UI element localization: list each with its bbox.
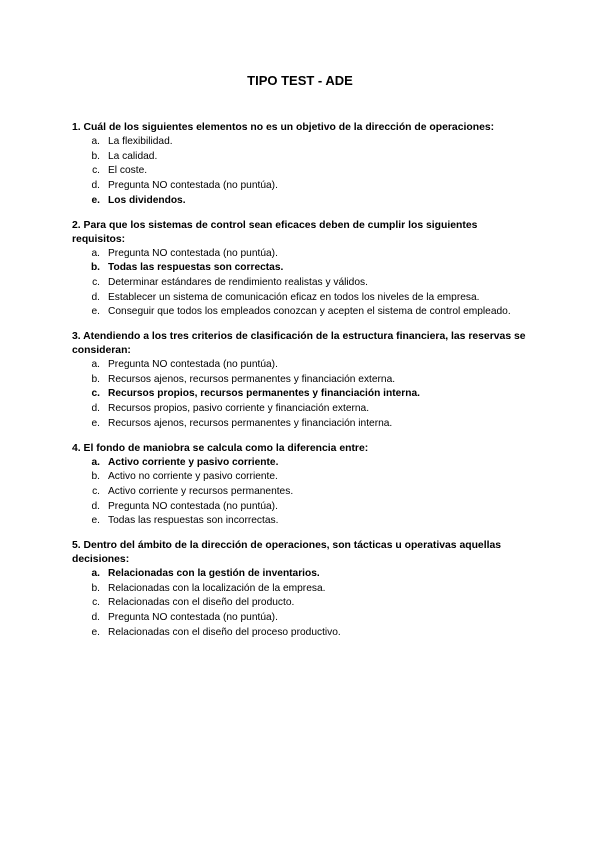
option-text: Todas las respuestas son incorrectas.	[108, 515, 279, 527]
option-letter: a.	[91, 247, 100, 259]
option-letter: e.	[91, 306, 100, 318]
option-text: Recursos propios, pasivo corriente y financiación externa.	[108, 403, 370, 415]
option-text: Activo corriente y recursos permanentes.	[108, 485, 294, 497]
option-letter: c.	[92, 485, 100, 497]
question-block	[72, 121, 532, 209]
option-letter: a.	[91, 456, 100, 468]
option-text: La flexibilidad.	[108, 136, 173, 147]
option-text: Recursos ajenos, recursos permanentes y financiación interna.	[108, 417, 393, 429]
option-list	[72, 358, 532, 432]
option-item	[72, 582, 532, 597]
option-item	[72, 291, 532, 306]
option-correct	[72, 194, 532, 209]
option-item	[72, 373, 532, 388]
option-list	[72, 247, 532, 321]
option-item	[72, 611, 532, 626]
question-block	[72, 442, 532, 530]
option-text: Relacionadas con la localización de la empresa.	[108, 582, 326, 594]
option-text: Relacionadas con el diseño del producto.	[108, 597, 295, 609]
question-text: 5. Dentro del ámbito de la dirección de operaciones, son tácticas u operativas aquellas decisiones:	[72, 540, 502, 566]
option-item	[72, 358, 532, 373]
option-text: Relacionadas con la gestión de inventarios.	[108, 568, 320, 580]
option-letter: c.	[92, 276, 100, 288]
option-item	[72, 417, 532, 432]
option-list	[72, 456, 532, 530]
option-letter: d.	[91, 403, 100, 415]
option-text: El coste.	[108, 165, 148, 177]
option-list	[72, 135, 532, 209]
option-item	[72, 402, 532, 417]
option-item	[72, 626, 532, 641]
option-item	[72, 596, 532, 611]
option-text: Activo no corriente y pasivo corriente.	[108, 471, 278, 483]
option-text: Activo corriente y pasivo corriente.	[108, 456, 279, 468]
option-list	[72, 567, 532, 641]
option-letter: b.	[91, 373, 100, 385]
option-letter: c.	[92, 597, 100, 609]
option-letter: d.	[91, 612, 100, 624]
option-text: Pregunta NO contestada (no puntúa).	[108, 359, 278, 371]
option-correct	[72, 456, 532, 471]
option-letter: b.	[91, 150, 100, 162]
option-letter: c.	[92, 165, 100, 177]
option-correct	[72, 261, 532, 276]
option-letter: a.	[91, 136, 100, 147]
option-letter: e.	[91, 194, 100, 206]
option-text: Recursos propios, recursos permanentes y financiación interna.	[108, 388, 420, 400]
question-block	[72, 539, 532, 641]
option-text: Establecer un sistema de comunicación eficaz en todos los niveles de la empresa.	[108, 291, 480, 303]
option-letter: a.	[91, 359, 100, 371]
option-item	[72, 485, 532, 500]
option-text: Relacionadas con el diseño del proceso productivo.	[108, 626, 341, 638]
option-text: Pregunta NO contestada (no puntúa).	[108, 612, 278, 624]
option-letter: d.	[91, 180, 100, 192]
option-item	[72, 500, 532, 515]
option-item	[72, 247, 532, 262]
option-correct	[72, 567, 532, 582]
option-text: Todas las respuestas son correctas.	[108, 262, 284, 274]
question-text: 1. Cuál de los siguientes elementos no es un objetivo de la dirección de operaciones:	[72, 122, 495, 133]
question-block	[72, 219, 532, 321]
option-item	[72, 305, 532, 320]
question-text: 4. El fondo de maniobra se calcula como la diferencia entre:	[72, 442, 369, 454]
option-item	[72, 150, 532, 165]
option-text: Los dividendos.	[108, 194, 186, 206]
option-item	[72, 470, 532, 485]
question-text: 3. Atendiendo a los tres criterios de clasificación de la estructura financiera, las reservas se consideran:	[72, 331, 526, 357]
option-item	[72, 164, 532, 179]
option-item	[72, 514, 532, 529]
option-correct	[72, 387, 532, 402]
option-text: Recursos ajenos, recursos permanentes y financiación externa.	[108, 373, 396, 385]
question-block	[72, 330, 532, 432]
option-letter: e.	[91, 515, 100, 527]
document-title: TIPO TEST - ADE	[247, 73, 353, 88]
option-letter: a.	[91, 568, 100, 580]
option-letter: b.	[91, 582, 100, 594]
option-text: La calidad.	[108, 150, 158, 162]
option-letter: e.	[91, 417, 100, 429]
option-item	[72, 276, 532, 291]
question-list	[72, 121, 532, 651]
option-letter: d.	[91, 500, 100, 512]
question-text: 2. Para que los sistemas de control sean eficaces deben de cumplir los siguientes requisitos:	[72, 219, 478, 245]
option-text: Conseguir que todos los empleados conozcan y acepten el sistema de control empleado.	[108, 306, 511, 318]
option-item	[72, 135, 532, 150]
option-text: Pregunta NO contestada (no puntúa).	[108, 247, 278, 259]
option-letter: e.	[91, 626, 100, 638]
option-text: Determinar estándares de rendimiento realistas y válidos.	[108, 276, 368, 288]
option-letter: d.	[91, 291, 100, 303]
option-letter: b.	[91, 471, 100, 483]
option-letter: b.	[90, 262, 100, 274]
option-text: Pregunta NO contestada (no puntúa).	[108, 500, 278, 512]
option-letter: c.	[91, 388, 100, 400]
option-item	[72, 179, 532, 194]
option-text: Pregunta NO contestada (no puntúa).	[108, 180, 278, 192]
